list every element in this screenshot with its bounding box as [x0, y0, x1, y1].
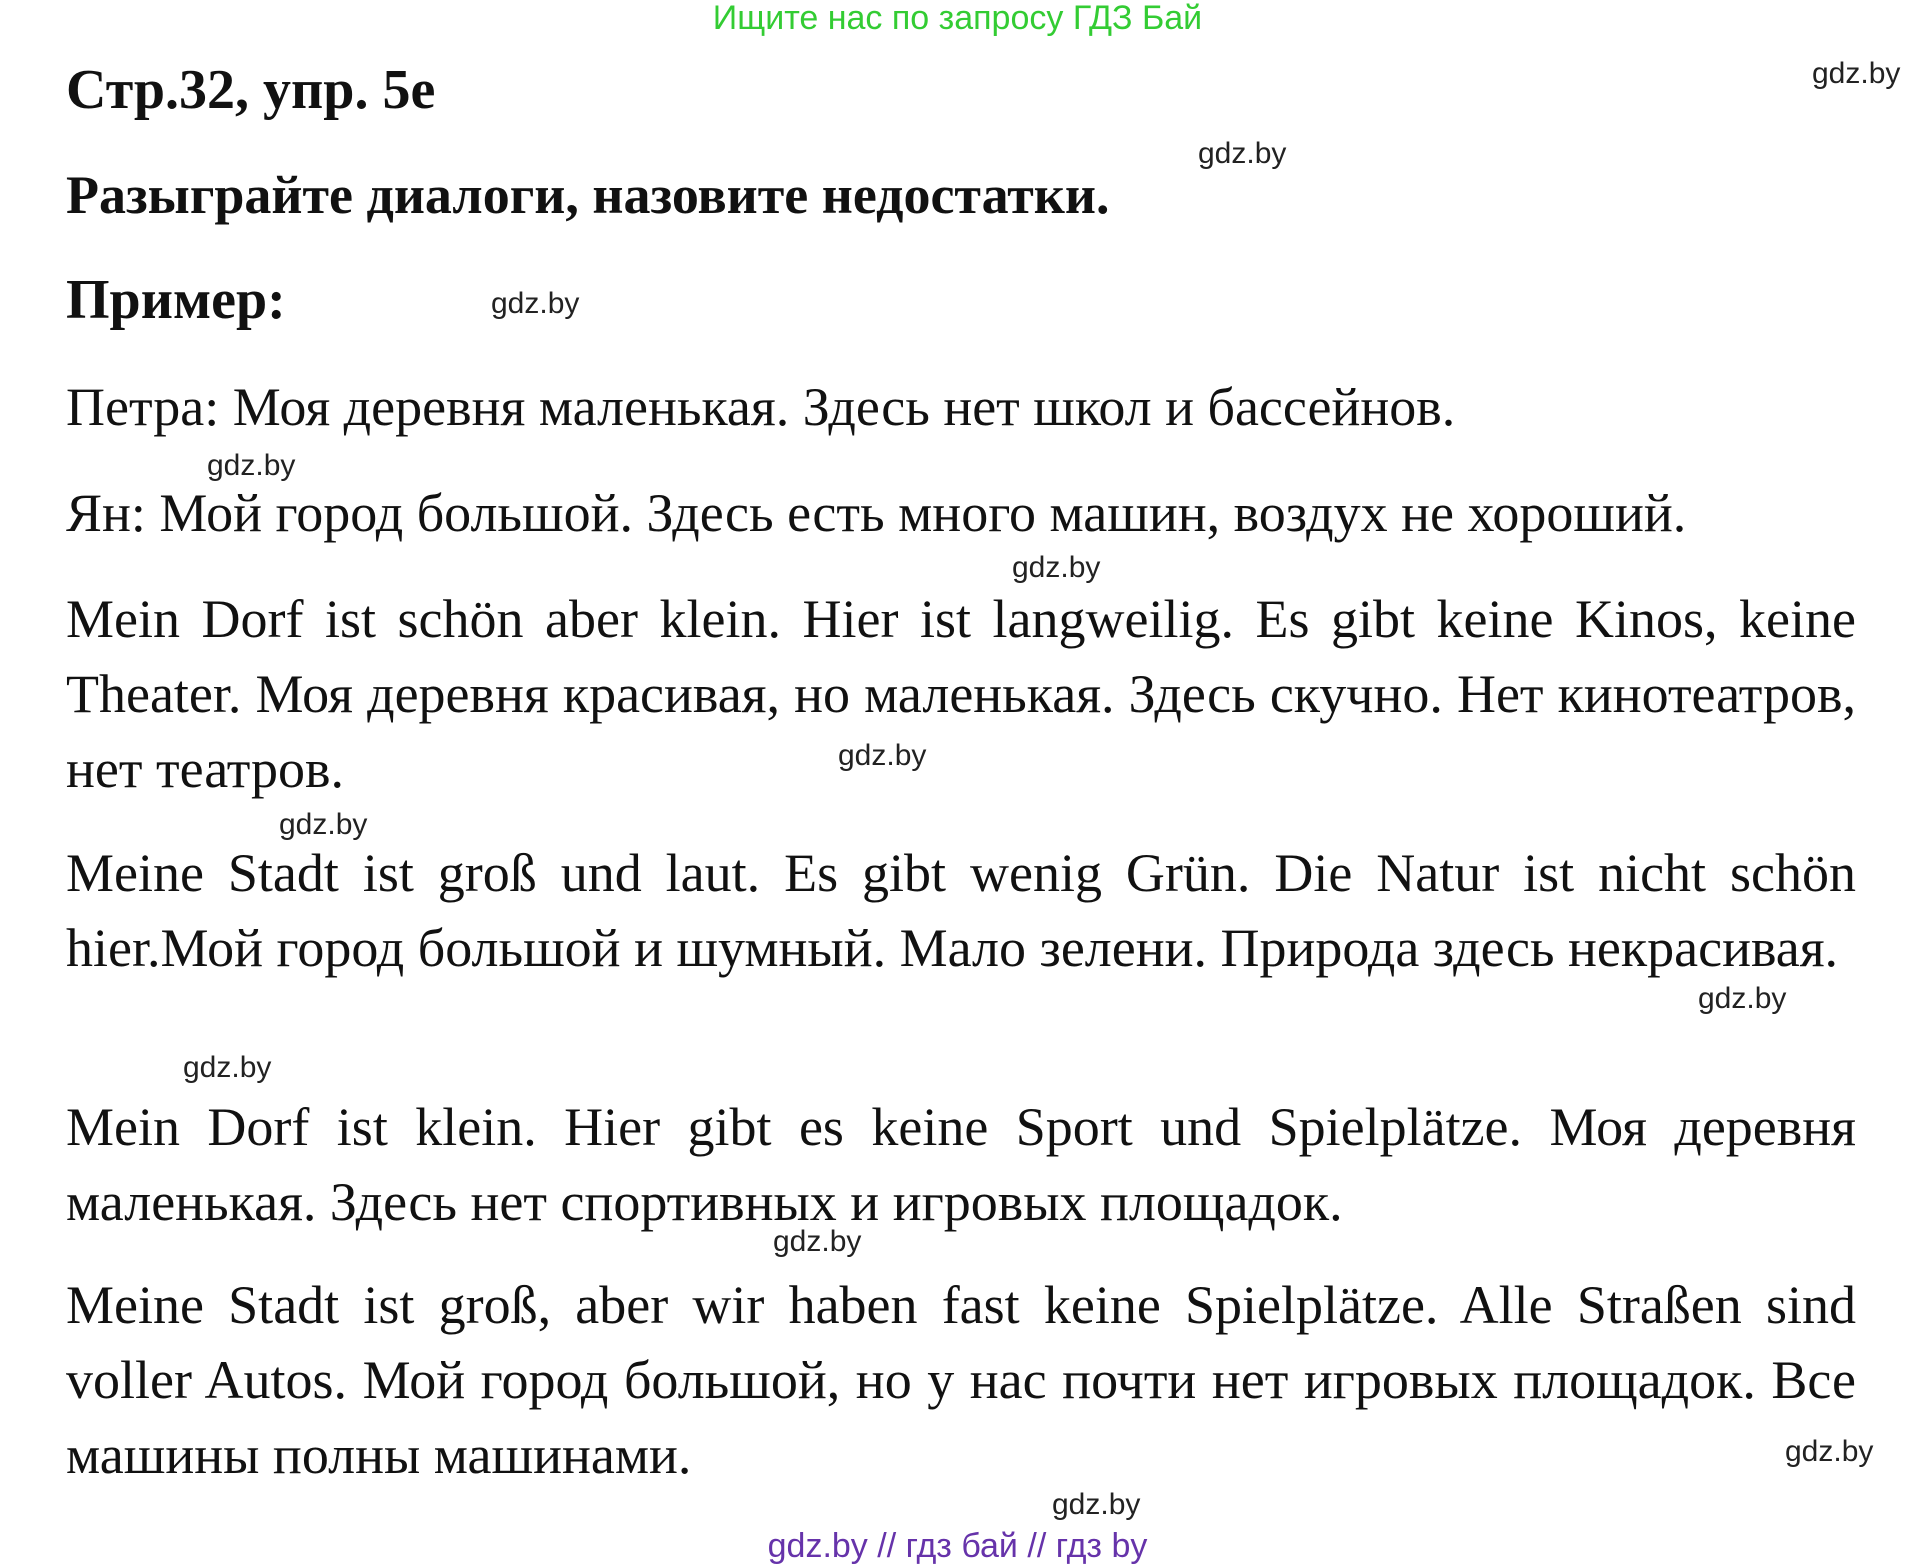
footer-links[interactable]: gdz.by // гдз бай // гдз by: [767, 1527, 1148, 1565]
paragraph-petra: Петра: Моя деревня маленькая. Здесь нет школ и бассейнов.: [66, 377, 1456, 437]
watermark: gdz.by: [183, 1051, 272, 1084]
paragraph-jan: Ян: Мой город большой. Здесь есть много машин, воздух не хороший.: [66, 483, 1687, 543]
watermark: gdz.by: [1812, 57, 1901, 90]
watermark: gdz.by: [1785, 1435, 1874, 1468]
example-label: Пример:: [66, 269, 286, 331]
watermark: gdz.by: [207, 449, 296, 482]
page-title: Стр.32, упр. 5е: [66, 59, 436, 121]
paragraph-stadt-2: Meine Stadt ist groß, aber wir haben fast keine Spielplätze. Alle Straßen sind voller Autos. Мой город большой, но у нас почти нет игровых площадок. Все машины полны машинами.: [66, 1275, 1856, 1485]
task-instruction: Разыграйте диалоги, назовите недостатки.: [66, 165, 1110, 225]
paragraph-dorf-2: Mein Dorf ist klein. Hier gibt es keine Sport und Spielplätze. Моя деревня маленькая. Здесь нет спортивных и игровых площадок.: [66, 1097, 1856, 1232]
watermark: gdz.by: [1698, 982, 1787, 1015]
watermark: gdz.by: [279, 808, 368, 841]
watermark: gdz.by: [1198, 137, 1287, 170]
watermark: gdz.by: [1052, 1488, 1141, 1521]
watermark: gdz.by: [838, 739, 927, 772]
paragraph-stadt-1: Meine Stadt ist groß und laut. Es gibt wenig Grün. Die Natur ist nicht schön hier.Мой город большой и шумный. Мало зелени. Природа здесь некрасивая.: [66, 843, 1856, 978]
watermark: gdz.by: [1012, 551, 1101, 584]
watermark: gdz.by: [773, 1225, 862, 1258]
top-banner[interactable]: Ищите нас по запросу ГДЗ Бай: [712, 0, 1203, 37]
watermark: gdz.by: [491, 287, 580, 320]
paragraph-dorf-1: Mein Dorf ist schön aber klein. Hier ist langweilig. Es gibt keine Kinos, keine Theater. Моя деревня красивая, но маленькая. Здесь скучно. Нет кинотеатров, нет театров.: [66, 589, 1856, 799]
